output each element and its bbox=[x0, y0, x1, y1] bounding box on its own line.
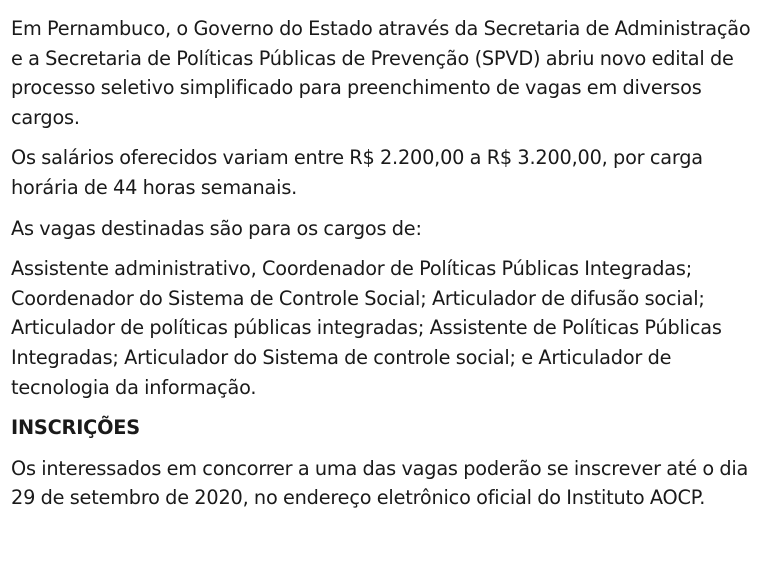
intro-paragraph: Em Pernambuco, o Governo do Estado através da Secretaria de Administração e a Secretaria de Políticas Públicas de Prevenção (SPVD) abriu novo edital de processo seletivo simplificado para preenchimento de vagas em diversos cargos. bbox=[11, 17, 751, 129]
section-heading-inscricoes: INSCRIÇÕES bbox=[11, 416, 140, 440]
positions-intro-paragraph: As vagas destinadas são para os cargos de: bbox=[11, 216, 422, 240]
positions-list-paragraph: Assistente administrativo, Coordenador de Políticas Públicas Integradas; Coordenador do Sistema de Controle Social; Articulador de difusão social; Articulador de políticas públicas integradas; Assistente de Políticas Públicas Integradas; Articulador do Sistema de controle social; e Articulador de tecnologia da informação. bbox=[11, 257, 722, 399]
registration-paragraph: Os interessados em concorrer a uma das vagas poderão se inscrever até o dia 29 de setembro de 2020, no endereço eletrônico oficial do Instituto AOCP. bbox=[11, 456, 749, 510]
salary-paragraph: Os salários oferecidos variam entre R$ 2.200,00 a R$ 3.200,00, por carga horária de 44 horas semanais. bbox=[11, 146, 703, 199]
